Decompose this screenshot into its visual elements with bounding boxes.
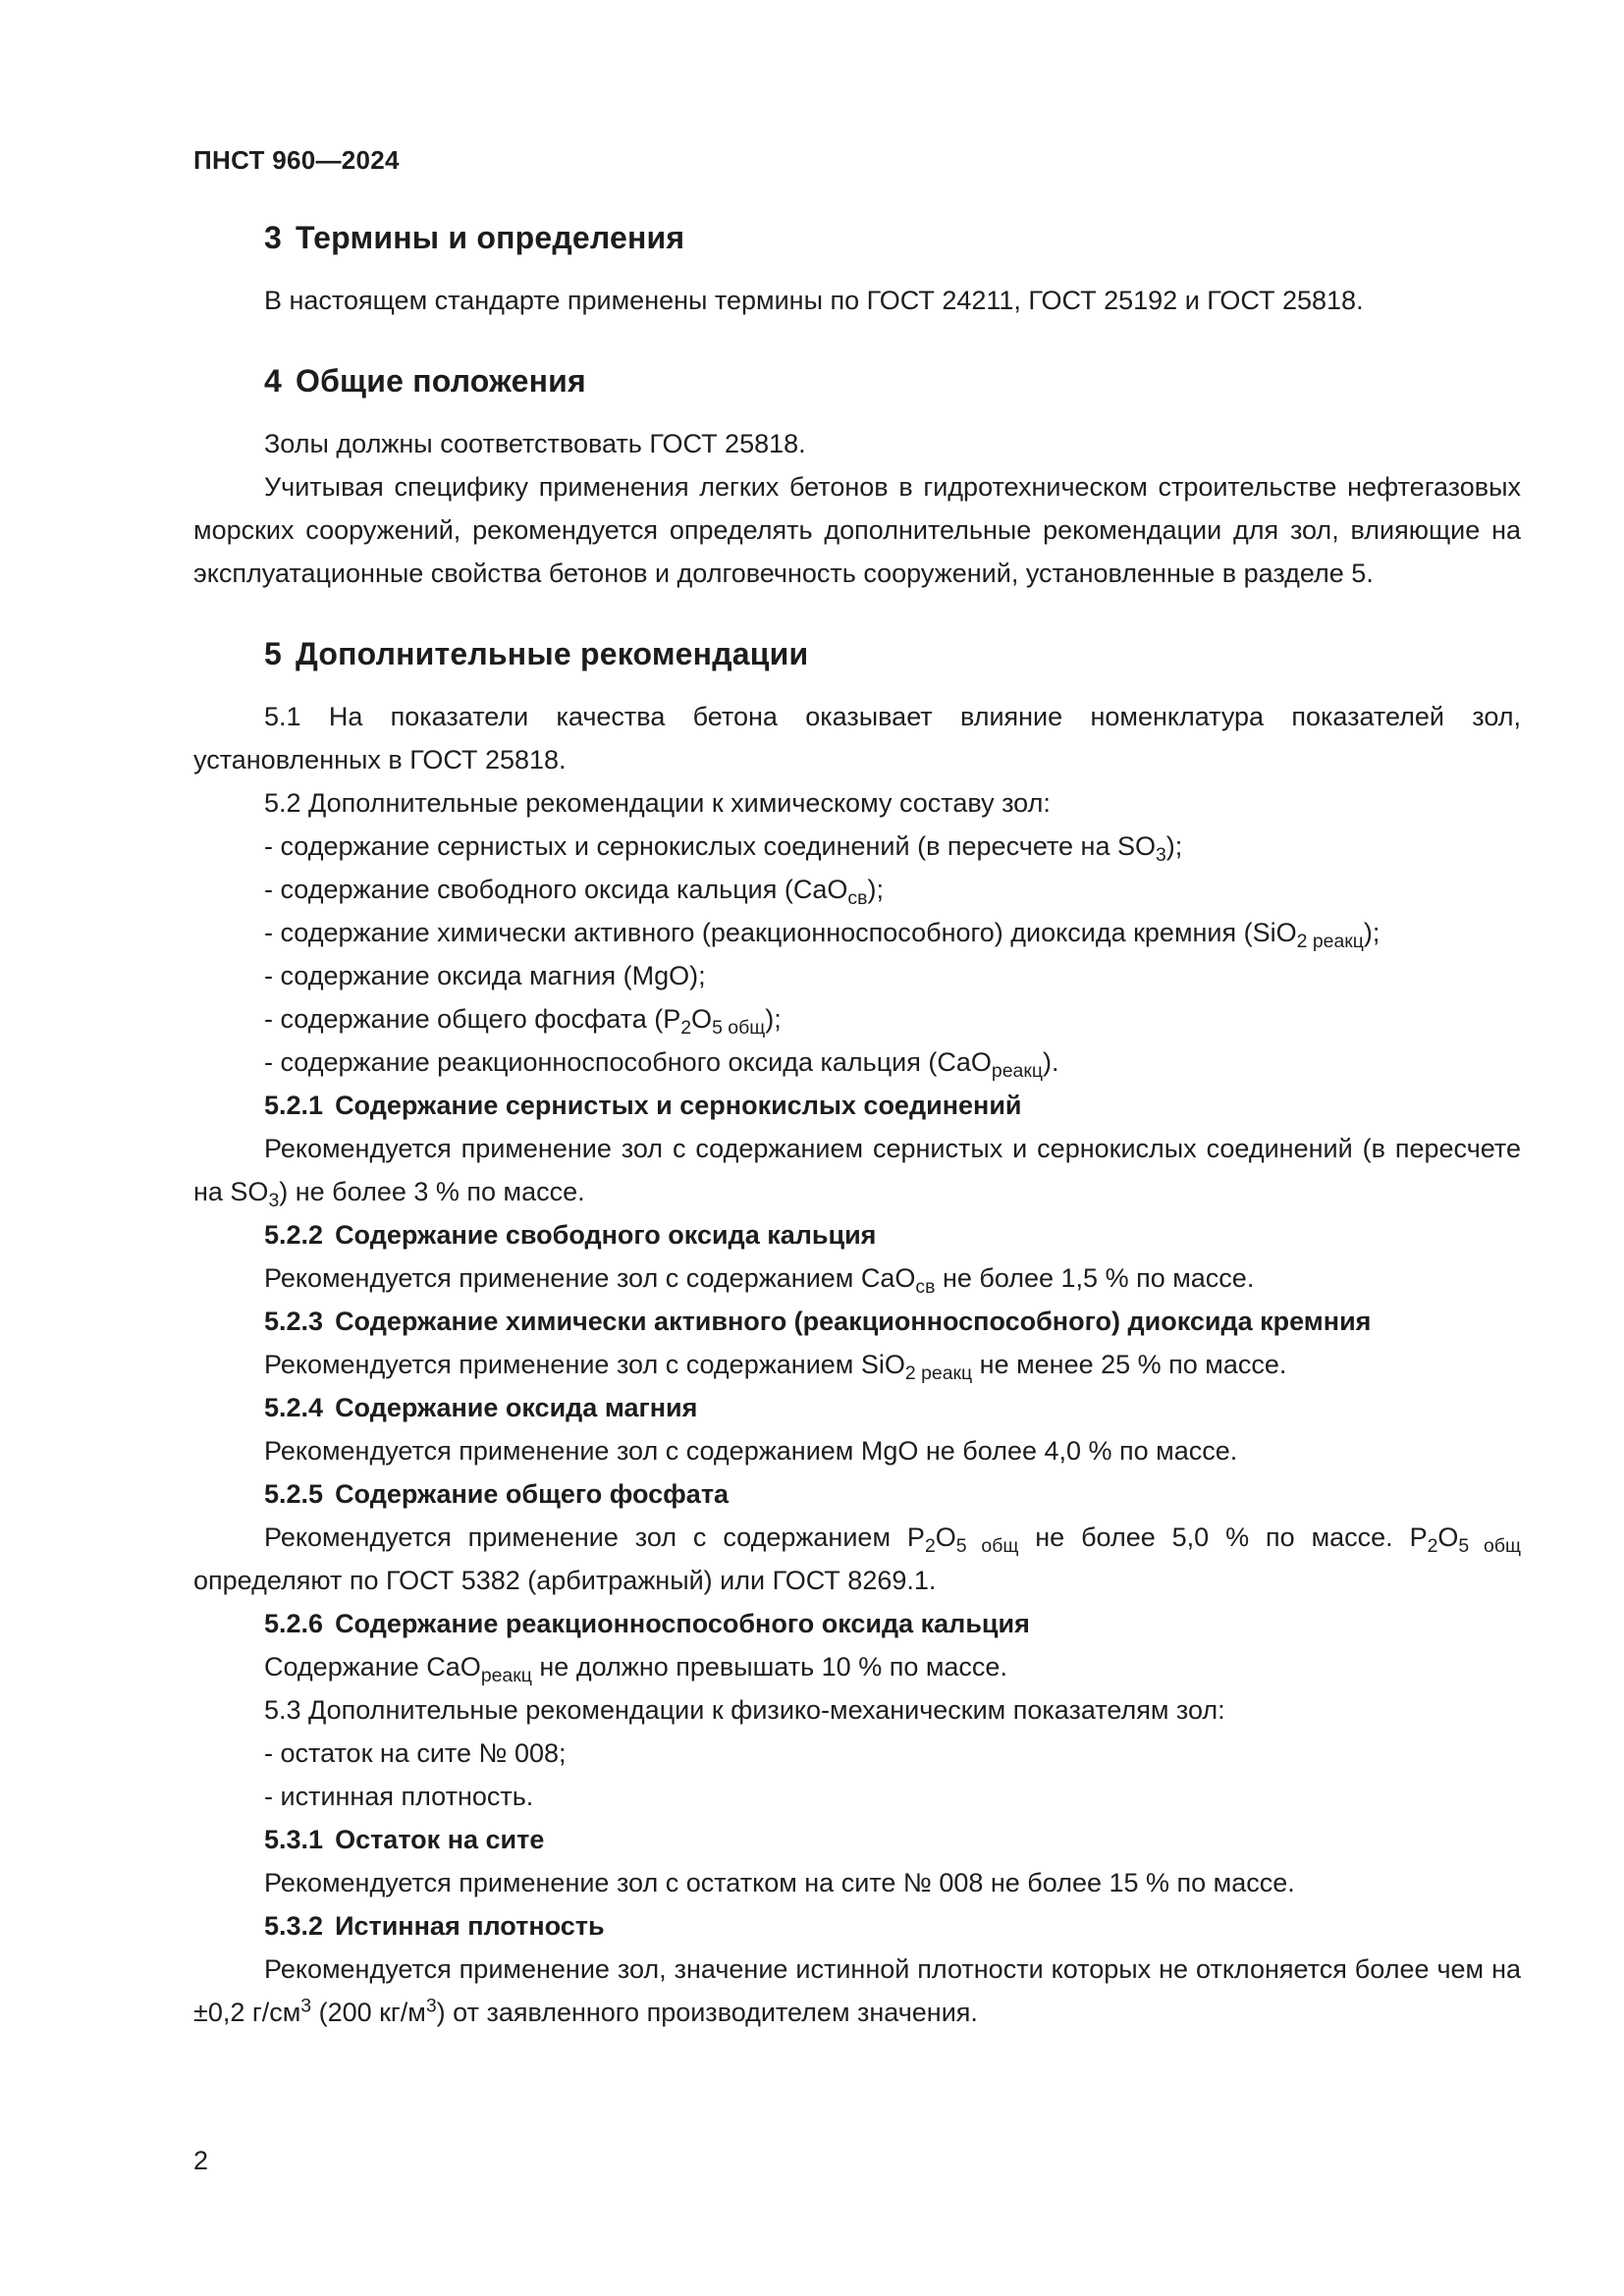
body-text: не должно превышать 10 % по массе. bbox=[531, 1652, 1007, 1682]
list-item-text: - содержание свободного оксида кальция (CaO bbox=[264, 875, 848, 904]
subscript: 2 bbox=[680, 1017, 692, 1040]
subsection-number: 5.2.3 bbox=[264, 1307, 324, 1336]
superscript: 3 bbox=[425, 1995, 437, 2017]
body-text: не менее 25 % по массе. bbox=[972, 1350, 1287, 1379]
subscript: 3 bbox=[1155, 844, 1166, 867]
subsection-5-2-4-text: Рекомендуется применение зол с содержанием MgO не более 4,0 % по массе. bbox=[264, 1436, 1238, 1466]
list-item-text: ); bbox=[867, 875, 884, 904]
body-text: Рекомендуется применение зол с содержанием P bbox=[264, 1522, 925, 1552]
section-title: Термины и определения bbox=[296, 220, 685, 255]
subsection-5-2-6-heading bbox=[193, 1602, 1521, 1645]
superscript: 3 bbox=[300, 1995, 312, 2017]
subsection-number: 5.2.6 bbox=[264, 1609, 324, 1638]
subsection-5-2-1-text bbox=[193, 1127, 1521, 1213]
subsection-number: 5.2.1 bbox=[264, 1091, 324, 1120]
subsection-number: 5.3.2 bbox=[264, 1911, 324, 1941]
subsection-5-2-3-heading bbox=[193, 1300, 1521, 1343]
list-item: - содержание оксида магния (MgO); bbox=[264, 961, 706, 990]
page-number: 2 bbox=[193, 2146, 209, 2175]
list-item bbox=[193, 997, 1521, 1041]
subscript: 5 общ bbox=[1458, 1535, 1521, 1558]
subsection-5-2-1-heading bbox=[193, 1084, 1521, 1127]
subscript: 3 bbox=[268, 1190, 280, 1212]
subsection-5-3-2-heading bbox=[193, 1904, 1521, 1948]
paragraph-5-2: 5.2 Дополнительные рекомендации к химическому составу зол: bbox=[264, 788, 1051, 818]
subsection-5-2-4-heading bbox=[193, 1386, 1521, 1429]
subsection-5-2-6-text bbox=[193, 1645, 1521, 1688]
list-item bbox=[193, 825, 1521, 868]
body-text: Рекомендуется применение зол с содержанием CaO bbox=[264, 1263, 916, 1293]
subscript: 2 bbox=[924, 1535, 936, 1558]
subscript: 5 общ bbox=[955, 1535, 1019, 1558]
subsection-5-2-2-heading bbox=[193, 1213, 1521, 1256]
section-3-heading bbox=[193, 216, 1521, 259]
subsection-5-2-3-text bbox=[193, 1343, 1521, 1386]
subsection-number: 5.2.4 bbox=[264, 1393, 324, 1422]
subsection-5-3-1-heading bbox=[193, 1818, 1521, 1861]
body-text: O bbox=[935, 1522, 956, 1552]
subsection-title: Содержание реакционноспособного оксида кальция bbox=[335, 1609, 1030, 1638]
list-item-text: - содержание сернистых и сернокислых соединений (в пересчете на SO bbox=[264, 831, 1156, 861]
subsection-title: Содержание оксида магния bbox=[335, 1393, 698, 1422]
section-title: Дополнительные рекомендации bbox=[296, 636, 809, 671]
subsection-number: 5.2.2 bbox=[264, 1220, 324, 1250]
subsection-5-3-2-text bbox=[193, 1948, 1521, 2034]
list-item-text: ); bbox=[1363, 918, 1380, 947]
subsection-number: 5.3.1 bbox=[264, 1825, 324, 1854]
list-item bbox=[193, 868, 1521, 911]
page-content bbox=[193, 216, 1521, 2034]
body-text: Рекомендуется применение зол с содержанием SiO bbox=[264, 1350, 905, 1379]
section-3-text: В настоящем стандарте применены термины по ГОСТ 24211, ГОСТ 25192 и ГОСТ 25818. bbox=[264, 286, 1364, 315]
subsection-5-3-1-text: Рекомендуется применение зол с остатком на сите № 008 не более 15 % по массе. bbox=[264, 1868, 1295, 1897]
subscript: 2 bbox=[1427, 1535, 1438, 1558]
list-item: - остаток на сите № 008; bbox=[264, 1738, 567, 1768]
subscript: реакц bbox=[480, 1665, 532, 1687]
subscript: св bbox=[847, 887, 868, 910]
subscript: реакц bbox=[991, 1060, 1043, 1083]
section-5-heading bbox=[193, 632, 1521, 675]
subsection-title: Истинная плотность bbox=[335, 1911, 605, 1941]
list-item: - истинная плотность. bbox=[264, 1782, 534, 1811]
section-number: 5 bbox=[264, 636, 282, 671]
subscript: св bbox=[915, 1276, 936, 1299]
list-item-text: - содержание общего фосфата (P bbox=[264, 1004, 681, 1034]
list-item-text: ); bbox=[1165, 831, 1183, 861]
subscript: 5 общ bbox=[712, 1017, 766, 1040]
subsection-title: Содержание сернистых и сернокислых соединений bbox=[335, 1091, 1022, 1120]
body-text: Содержание CaO bbox=[264, 1652, 481, 1682]
list-item bbox=[193, 1041, 1521, 1084]
subsection-title: Содержание свободного оксида кальция bbox=[335, 1220, 877, 1250]
subscript: 2 реакц bbox=[904, 1362, 973, 1385]
body-text: ) не более 3 % по массе. bbox=[279, 1177, 585, 1206]
subsection-number: 5.2.5 bbox=[264, 1479, 324, 1509]
section-4-heading bbox=[193, 359, 1521, 402]
body-text: O bbox=[1437, 1522, 1459, 1552]
list-item-text: O bbox=[691, 1004, 713, 1034]
body-text: не более 5,0 % по массе. P bbox=[1018, 1522, 1428, 1552]
body-text: Рекомендуется применение зол, значение истинной плотности которых не отклоняется более чем на ±0,2 г/см bbox=[193, 1954, 1521, 2027]
list-item-text: - содержание реакционноспособного оксида кальция (CaO bbox=[264, 1047, 992, 1077]
section-4-paragraph-1: Золы должны соответствовать ГОСТ 25818. bbox=[264, 429, 806, 458]
list-item bbox=[193, 911, 1521, 954]
standard-code: ПНСТ 960—2024 bbox=[193, 145, 400, 175]
subsection-5-2-5-text bbox=[193, 1516, 1521, 1602]
subscript: 2 реакц bbox=[1296, 931, 1364, 953]
subsection-title: Содержание общего фосфата bbox=[335, 1479, 730, 1509]
subsection-title: Остаток на сите bbox=[335, 1825, 545, 1854]
body-text: определяют по ГОСТ 5382 (арбитражный) или ГОСТ 8269.1. bbox=[193, 1566, 937, 1595]
list-item-text: ). bbox=[1042, 1047, 1059, 1077]
body-text: не более 1,5 % по массе. bbox=[935, 1263, 1255, 1293]
paragraph-5-3: 5.3 Дополнительные рекомендации к физико-механическим показателям зол: bbox=[264, 1695, 1225, 1725]
paragraph-5-1: 5.1 На показатели качества бетона оказывает влияние номенклатура показателей зол, установленных в ГОСТ 25818. bbox=[193, 702, 1521, 774]
subsection-5-2-2-text bbox=[193, 1256, 1521, 1300]
body-text: (200 кг/м bbox=[311, 1998, 426, 2027]
section-title: Общие положения bbox=[296, 363, 586, 399]
body-text: Рекомендуется применение зол с содержанием сернистых и сернокислых соединений (в пересчете на SO bbox=[193, 1134, 1521, 1206]
list-item-text: - содержание химически активного (реакционноспособного) диоксида кремния (SiO bbox=[264, 918, 1297, 947]
section-number: 4 bbox=[264, 363, 282, 399]
subsection-title: Содержание химически активного (реакционноспособного) диоксида кремния bbox=[335, 1307, 1372, 1336]
section-4-paragraph-2: Учитывая специфику применения легких бетонов в гидротехническом строительстве нефтегазовых морских сооружений, рекомендуется определять дополнительные рекомендации для зол, влияющие на эксплуатационные свойства бетонов и долговечность сооружений, установленные в разделе 5. bbox=[193, 472, 1521, 588]
list-item-text: ); bbox=[765, 1004, 782, 1034]
subsection-5-2-5-heading bbox=[193, 1472, 1521, 1516]
body-text: ) от заявленного производителем значения. bbox=[436, 1998, 978, 2027]
section-number: 3 bbox=[264, 220, 282, 255]
